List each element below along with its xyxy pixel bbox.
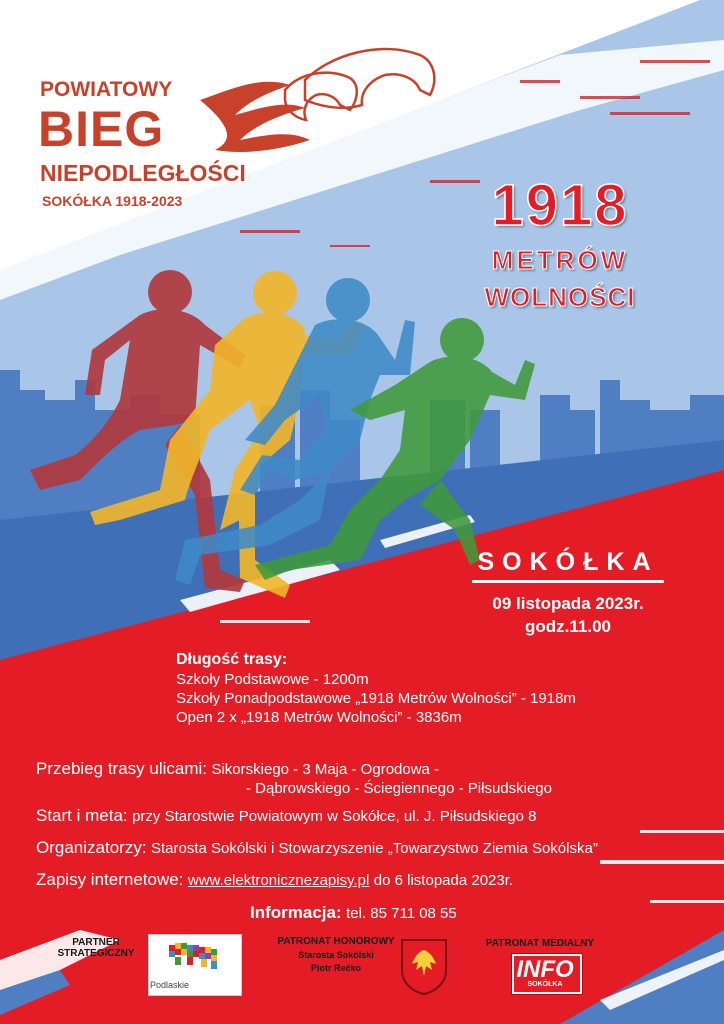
distance-item: Szkoły Podstawowe - 1200m — [176, 671, 369, 688]
podlaskie-label: Podlaskie — [150, 980, 190, 990]
headline-wolnosci: WOLNOŚCI — [484, 282, 636, 312]
event-city: SOKÓŁKA — [477, 548, 659, 576]
honor-patron-name: Piotr Rećko — [310, 963, 361, 973]
route-row — [36, 759, 439, 779]
info-logo-text: INFO — [516, 956, 574, 983]
bison-mosaic-icon — [149, 935, 241, 979]
sokolka-crest-icon — [398, 936, 450, 996]
registration-label: Zapisy internetowe: — [36, 870, 184, 889]
route-line1: Sikorskiego - 3 Maja - Ogrodowa - — [211, 761, 440, 778]
headline-metrow: METRÓW — [491, 245, 629, 275]
information-value: tel. 85 711 08 55 — [346, 905, 457, 922]
start-row — [36, 806, 536, 826]
event-time: godz.11.00 — [525, 617, 611, 636]
headline-year: 1918 — [491, 173, 629, 238]
honor-patron-role: Starosta Sokólski — [298, 950, 374, 960]
logo-powiatowy-text: POWIATOWY — [40, 78, 173, 101]
information-label: Informacja: — [250, 903, 342, 922]
route-line2: - Dąbrowskiego - Ściegiennego - Piłsudskiego — [246, 780, 552, 797]
organizers-label: Organizatorzy: — [36, 838, 147, 857]
info-logo-subtext: SOKÓŁKA — [527, 981, 563, 988]
logo-bieg-text: BIEG — [38, 101, 165, 157]
event-date: 09 listopada 2023r. — [492, 594, 644, 613]
media-patronage-title: PATRONAT MEDIALNY — [485, 938, 595, 949]
start-value: przy Starostwie Powiatowym w Sokółce, ul. J. Piłsudskiego 8 — [132, 808, 537, 825]
start-label: Start i meta: — [36, 806, 128, 825]
registration-row — [36, 870, 513, 890]
information-row — [250, 903, 457, 923]
logo-niepodleglosci-text: NIEPODLEGŁOŚCI — [40, 160, 246, 186]
city-underline — [472, 580, 664, 583]
registration-deadline: do 6 listopada 2023r. — [373, 872, 514, 889]
organizers-value: Starosta Sokólski i Stowarzyszenie „Towarzystwo Ziemia Sokólska” — [151, 840, 598, 857]
registration-link[interactable]: www.elektronicznezapisy.pl — [187, 872, 370, 889]
distance-item: Szkoły Ponadpodstawowe „1918 Metrów Wolności” - 1918m — [176, 690, 576, 707]
partner-label: PARTNER STRATEGICZNY — [57, 937, 135, 959]
distance-item: Open 2 x „1918 Metrów Wolności” - 3836m — [176, 709, 462, 726]
logo-subtitle: SOKÓŁKA 1918-2023 — [42, 193, 183, 209]
organizers-row — [36, 838, 598, 858]
route-label: Przebieg trasy ulicami: — [36, 759, 208, 778]
distances-heading: Długość trasy: — [176, 651, 288, 668]
honor-patronage-title: PATRONAT HONOROWY — [277, 936, 395, 947]
